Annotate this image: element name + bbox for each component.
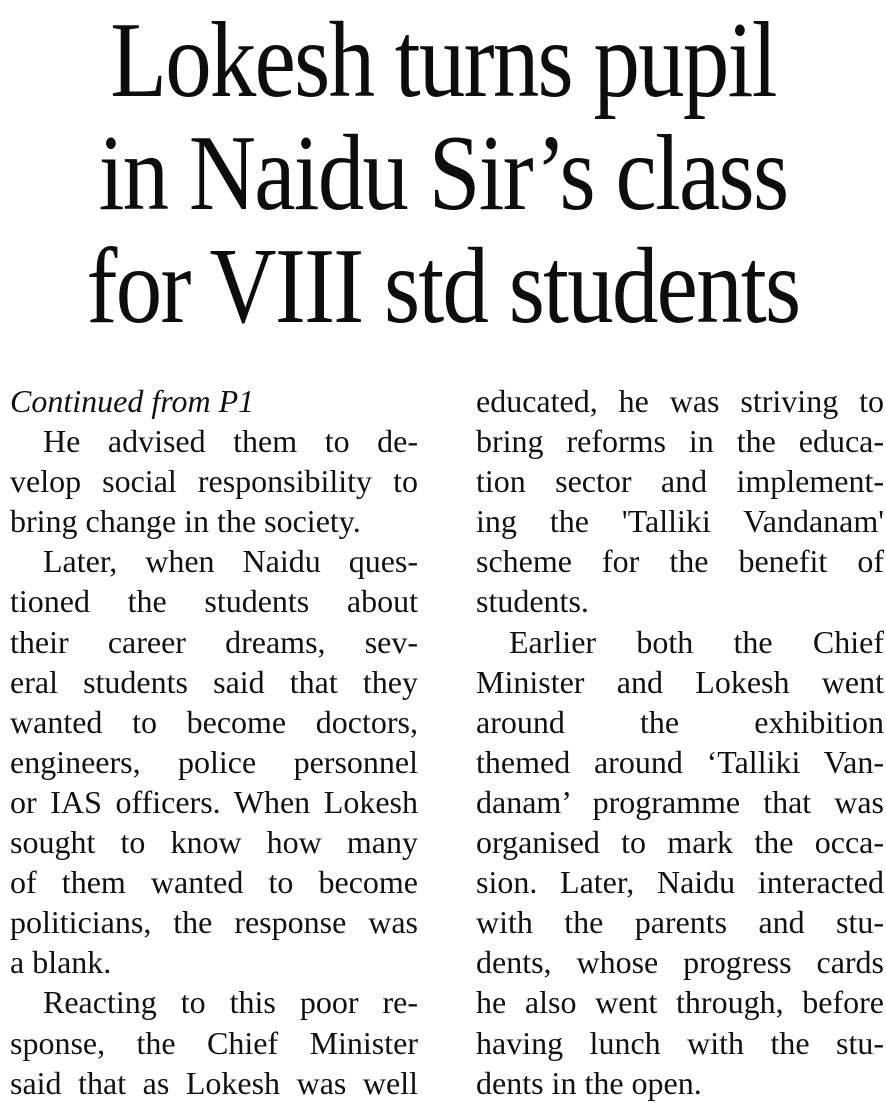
body-line: Minister and Lokesh went (476, 663, 884, 700)
body-line: with the parents and stu- (476, 904, 884, 941)
body-line: eral students said that they (10, 663, 418, 700)
body-line: said that as Lokesh was well (10, 1064, 418, 1101)
article-right-column (476, 381, 884, 1103)
headline-line-2: in Naidu Sir’s class (98, 114, 788, 233)
body-line: their career dreams, sev- (10, 623, 418, 660)
body-line: engineers, police personnel (10, 743, 418, 780)
body-line: bring change in the society. (10, 503, 361, 540)
body-line: tion sector and implement- (476, 463, 884, 500)
body-line: danam’ programme that was (476, 783, 884, 820)
body-line: or IAS officers. When Lokesh (10, 783, 418, 820)
body-line: dents, whose progress cards (476, 944, 884, 981)
body-line: educated, he was striving to (476, 383, 884, 419)
body-line: He advised them to de- (43, 423, 418, 460)
headline-line-3: for VIII std students (86, 227, 800, 346)
body-line: dents in the open. (476, 1064, 702, 1101)
body-line: he also went through, before (476, 984, 884, 1021)
body-line: Reacting to this poor re- (43, 984, 418, 1021)
body-line: a blank. (10, 944, 112, 981)
body-line: sponse, the Chief Minister (10, 1024, 418, 1061)
continued-from-label: Continued from P1 (10, 383, 255, 419)
body-line: tioned the students about (10, 583, 418, 620)
headline-line-1: Lokesh turns pupil (110, 1, 776, 120)
body-line: wanted to become doctors, (10, 703, 418, 740)
body-line: having lunch with the stu- (476, 1024, 884, 1061)
body-line: velop social responsibility to (10, 463, 418, 500)
body-line: bring reforms in the educa- (476, 423, 884, 460)
body-line: politicians, the response was (10, 904, 418, 941)
headline (0, 1, 886, 346)
body-line: ing the 'Talliki Vandanam' (476, 503, 884, 540)
body-line: Later, when Naidu ques- (43, 543, 418, 580)
body-line: sought to know how many (10, 824, 418, 861)
body-line: sion. Later, Naidu interacted (476, 864, 884, 901)
body-line: around the exhibition (476, 703, 884, 740)
body-line: organised to mark the occa- (476, 824, 884, 861)
body-line: Earlier both the Chief (509, 623, 884, 660)
article-left-column (10, 381, 418, 1103)
body-line: students. (476, 583, 589, 620)
body-line: themed around ‘Talliki Van- (476, 743, 884, 780)
body-line: scheme for the benefit of (476, 543, 884, 580)
body-line: of them wanted to become (10, 864, 418, 901)
